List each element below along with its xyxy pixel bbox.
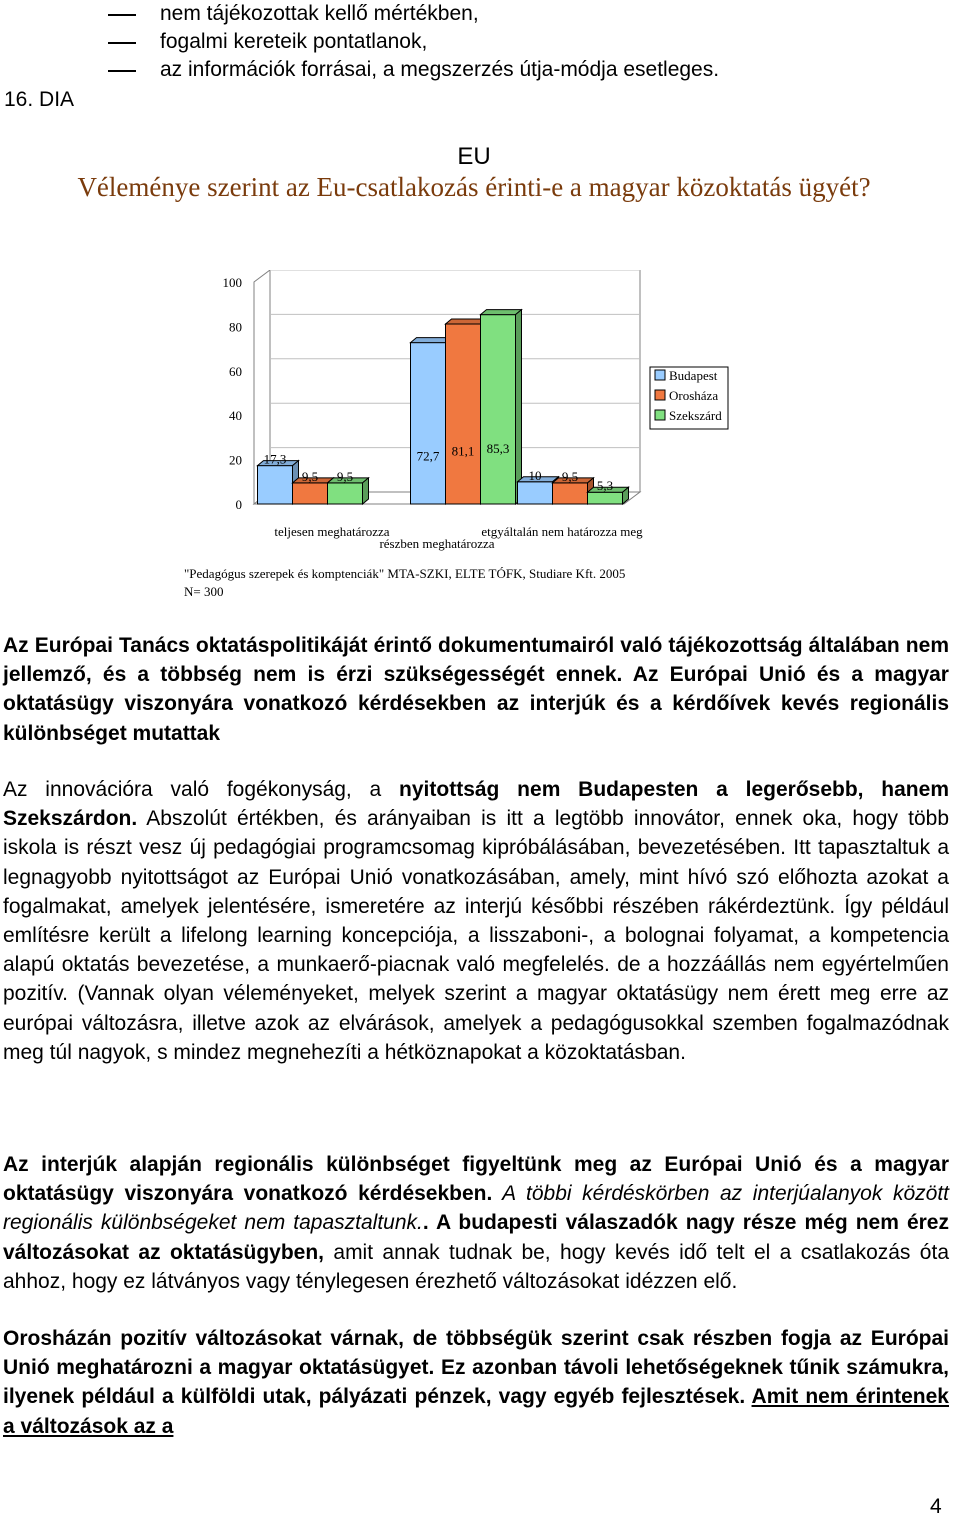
bar (588, 492, 623, 504)
paragraph-text-bold: Az interjúk alapján regionális különbséget figyeltünk meg az Európai Unió és a magyar oktatásügy viszonyára vonatkozó kérdésekben. (3, 1153, 949, 1206)
bar-chart (0, 270, 760, 570)
bar (293, 483, 328, 504)
dash-icon (108, 70, 136, 72)
data-label: 72,7 (416, 448, 440, 464)
bar (411, 343, 446, 504)
paragraph-text: amit annak tudnak be, hogy kevés idő telt el a csatlakozás óta ahhoz, hogy ez látványos vagy ténylegesen érezhető változásokat idézzen elő. (3, 1240, 949, 1293)
paragraph-text-bold: Orosházán pozitív változásokat várnak, de többségük szerint csak részben fogja az Európai Unió meghatározni a magyar oktatásügyet. Ez azonban távoli lehetőségeknek tűnik számukra, ilyenek például a külföldi utak, pályázati pénzek, vagy egyéb fejlesztések. (3, 1327, 949, 1409)
bar (518, 482, 553, 504)
data-label: 5,3 (596, 478, 614, 494)
data-label: 9,5 (561, 468, 579, 484)
data-label: 10 (528, 467, 542, 483)
paragraph (3, 1324, 949, 1441)
bullet-text: az információk forrásai, a megszerzés útja-módja esetleges. (160, 58, 720, 81)
bullet-text: fogalmi kereteik pontatlanok, (160, 30, 428, 53)
bar (553, 483, 588, 504)
x-axis-label: etgyáltalán nem határozza meg (481, 524, 643, 539)
bar (258, 466, 293, 504)
chart-sample-size: N= 300 (184, 584, 224, 599)
y-tick-label: 0 (235, 497, 242, 512)
y-tick-label: 60 (229, 363, 242, 379)
legend-swatch (655, 390, 665, 400)
data-label: 9,5 (301, 468, 319, 484)
x-axis-label: teljesen meghatározza (274, 524, 390, 539)
bullet-text: nem tájékozottak kellő mértékben, (160, 2, 479, 25)
paragraph-text: Abszolút értékben, és arányaiban is itt a legtöbb innovátor, ennek oka, hogy több iskola is részt vesz új pedagógiai programcsomag kipróbálásában, bevezetésében. Itt tapasztaltuk a legnagyobb nyitottságot az Európai Unió vonatkozásában, amely, mint hívó szó előhozta azokat a fogalmakat, amelyek jelentésére, ismeretére az interjú későbbi részében rákérdeztünk. Így például említésre került a lifelong learning koncepciója, a lisszaboni-, a bolognai folyamat, a kompetencia alapú oktatás bevezetése, a munkaerő-piacnak való megfelelés. de a hozzáállás nem egyértelműen pozitív. (Vannak olyan véleményeket, melyek szerint a magyar oktatásügy nem érett meg erre az európai változásra, illetve azok az elvárások, amelyek a pedagógusokkal szemben fogalmazódnak meg túl nagyok, s mindez megnehezíti a hétköznapokat a közoktatásban. (3, 807, 949, 1064)
y-tick-label: 80 (229, 319, 242, 335)
legend-swatch (655, 410, 665, 420)
paragraph-text-italic: A többi kérdéskörben az interjúalanyok között regionális különbségeket nem tapasztaltunk. (3, 1182, 949, 1235)
paragraph (3, 775, 949, 1067)
y-tick-label: 20 (229, 452, 242, 468)
bar-side (516, 310, 522, 504)
chart-legend (650, 367, 728, 429)
data-label: 9,5 (336, 468, 354, 484)
paragraph-text: Az innovációra való fogékonyság, a (3, 778, 400, 801)
paragraph-text-bold: . A budapesti válaszadók nagy része még nem érez változásokat az oktatásügyben, (3, 1211, 949, 1264)
legend-label: Orosháza (669, 388, 719, 403)
bar (481, 315, 516, 504)
paragraph-text-bold: nyitottság nem Budapesten a legerősebb, hanem Szekszárdon. (3, 778, 949, 831)
legend-swatch (655, 370, 665, 380)
legend-label: Szekszárd (669, 408, 722, 423)
chart-source: "Pedagógus szerepek és komptenciák" MTA-SZKI, ELTE TÓFK, Studiare Kft. 2005 (184, 566, 626, 581)
bar (446, 324, 481, 504)
bar-top (481, 310, 522, 315)
paragraph-text-bold-underlined: Amit nem érintenek a változások az a (3, 1385, 949, 1438)
bar (328, 483, 363, 504)
dash-icon (108, 14, 136, 16)
data-label: 17,3 (263, 451, 287, 467)
slide-label: 16. DIA (4, 88, 75, 111)
bar-side (363, 478, 369, 504)
dash-icon (108, 42, 136, 44)
x-axis-label: részben meghatározza (379, 536, 495, 551)
y-tick-label: 100 (222, 275, 242, 290)
data-label: 81,1 (451, 443, 475, 459)
paragraph-text-bold: Az Európai Unió és a magyar oktatásügy viszonyára vonatkozó kérdésekben az interjúk és a kérdőívek kevés regionális különbséget mutattak (3, 663, 949, 745)
paragraph (3, 631, 949, 748)
legend-label: Budapest (669, 368, 718, 383)
data-label: 85,3 (486, 440, 510, 456)
chart-heading: EU (457, 143, 491, 170)
page-number: 4 (930, 1495, 942, 1518)
y-tick-label: 40 (229, 408, 242, 424)
paragraph-text-bold: Az Európai Tanács oktatáspolitikáját érintő dokumentumairól való tájékozottság általában nem jellemző, és a többség nem is érzi szükségességét ennek. (3, 634, 949, 687)
chart-title: Véleménye szerint az Eu-csatlakozás érinti-e a magyar közoktatás ügyét? (77, 173, 871, 202)
paragraph (3, 1150, 949, 1296)
